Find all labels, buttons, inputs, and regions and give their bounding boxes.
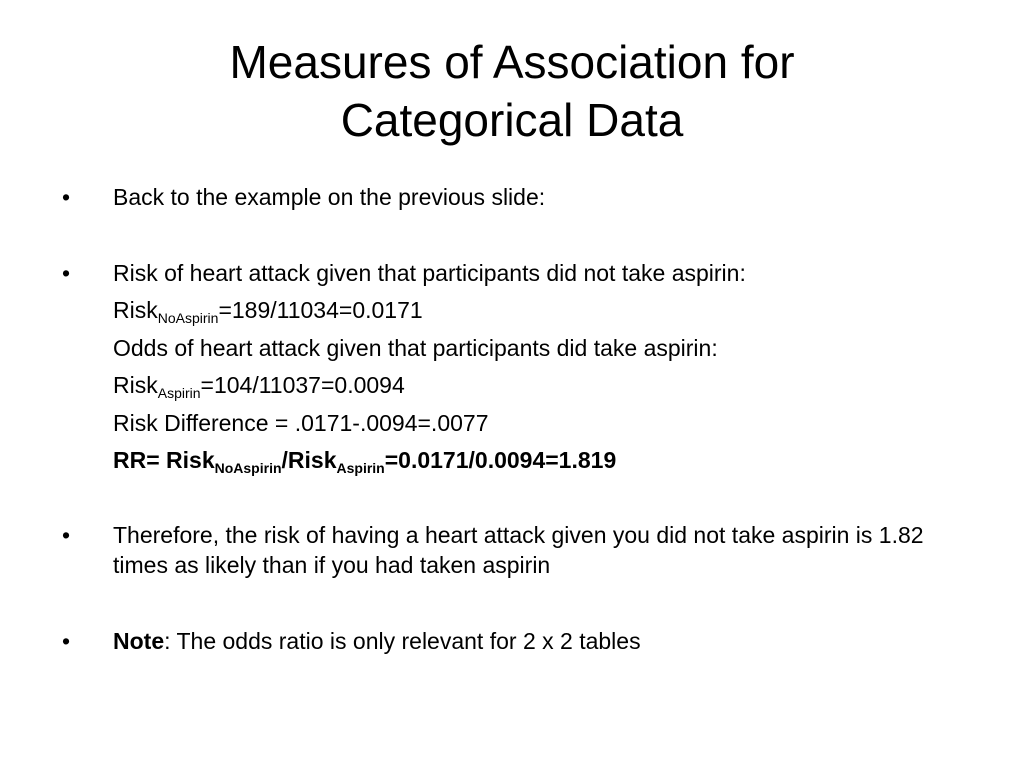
bullet-marker: • bbox=[61, 628, 71, 654]
rr-subscript-1: NoAspirin bbox=[214, 460, 282, 476]
relative-risk-line bbox=[113, 445, 616, 475]
rr-prefix: RR= Risk bbox=[113, 447, 215, 473]
risk-aspirin-line bbox=[113, 370, 405, 400]
rr-value: =0.0171/0.0094=1.819 bbox=[384, 447, 617, 473]
slide-title bbox=[80, 33, 944, 149]
risk-subscript: NoAspirin bbox=[157, 310, 219, 326]
odds-line: Odds of heart attack given that participants did take aspirin: bbox=[113, 335, 718, 361]
note-label: Note bbox=[113, 628, 165, 654]
bullet-marker: • bbox=[61, 184, 71, 210]
bullet-text: Back to the example on the previous slide: bbox=[113, 184, 546, 210]
risk-label: Risk bbox=[113, 372, 158, 398]
risk-no-aspirin-line bbox=[113, 295, 423, 325]
rr-mid: /Risk bbox=[281, 447, 337, 473]
bullet-text: Therefore, the risk of having a heart attack given you did not take aspirin is 1.82 times as likely than if you had taken aspirin bbox=[113, 522, 924, 578]
bullet-marker: • bbox=[61, 260, 71, 286]
note-text: : The odds ratio is only relevant for 2 x 2 tables bbox=[164, 628, 641, 654]
risk-value: =104/11037=0.0094 bbox=[200, 372, 405, 398]
risk-label: Risk bbox=[113, 297, 158, 323]
rr-subscript-2: Aspirin bbox=[336, 460, 385, 476]
risk-subscript: Aspirin bbox=[157, 385, 201, 401]
title-line-2: Categorical Data bbox=[340, 94, 684, 146]
risk-difference-line: Risk Difference = .0171-.0094=.0077 bbox=[113, 410, 489, 436]
title-line-1: Measures of Association for bbox=[229, 36, 795, 88]
bullet-marker: • bbox=[61, 522, 71, 548]
bullet-text bbox=[113, 626, 963, 656]
risk-value: =189/11034=0.0171 bbox=[218, 297, 423, 323]
bullet-text: Risk of heart attack given that participants did not take aspirin: bbox=[113, 260, 746, 286]
